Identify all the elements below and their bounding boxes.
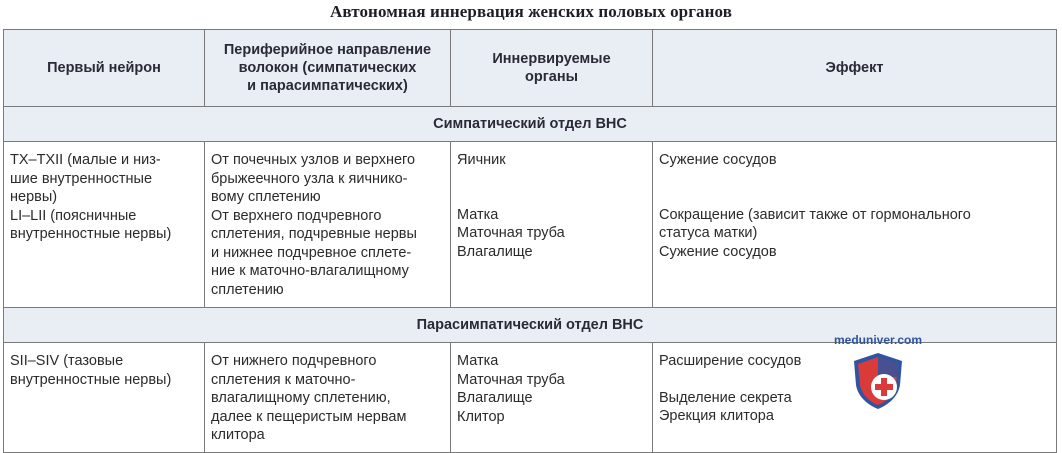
- cell-line: статуса матки): [659, 225, 758, 241]
- header-organs: [451, 30, 653, 107]
- cell-line: Расширение сосудов: [659, 353, 802, 369]
- cell-line: Клитор: [457, 408, 505, 425]
- cell-line: TX–TXII (малые и низ-: [10, 152, 161, 168]
- cell-line: далее к пещеристым нервам: [211, 408, 407, 425]
- cell-first-neuron: [4, 343, 205, 453]
- cell-organs: [451, 343, 653, 453]
- cell-line: Маточная труба: [457, 225, 565, 241]
- header-fiber-direction: [205, 30, 451, 107]
- header-line: органы: [525, 69, 578, 85]
- cell-line: Яичник: [457, 152, 506, 168]
- cell-organs: [451, 142, 653, 308]
- header-line: и парасимпатических): [247, 78, 408, 94]
- cell-line: Влагалище: [457, 243, 533, 260]
- cell-line: Сужение сосудов: [659, 243, 777, 260]
- cell-line: От нижнего подчревного: [211, 353, 377, 369]
- cell-line: сплетения к маточно-: [211, 371, 356, 388]
- cell-line: Маточная труба: [457, 371, 565, 388]
- header-effect: Эффект: [653, 30, 1057, 107]
- cell-line: внутренностные нервы): [10, 226, 172, 242]
- header-line: волокон (симпатических: [238, 60, 417, 76]
- page-title: Автономная иннервация женских половых органов: [330, 2, 732, 21]
- cell-effect: [653, 142, 1057, 308]
- cell-line: LI–LII (поясничные: [10, 207, 137, 224]
- section-parasympathetic: Парасимпатический отдел ВНС: [4, 308, 1057, 343]
- cell-line: Выделение секрета: [659, 389, 792, 406]
- header-first-neuron: Первый нейрон: [4, 30, 205, 107]
- cell-line: Эрекция клитора: [659, 408, 774, 424]
- cell-line: SII–SIV (тазовые: [10, 353, 124, 369]
- cell-fiber-direction: [205, 142, 451, 308]
- cell-line: нервы): [10, 189, 58, 205]
- cell-line: вому сплетению: [211, 189, 321, 205]
- cell-fiber-direction: [205, 343, 451, 453]
- watermark-text: meduniver.com: [833, 333, 923, 347]
- cell-line: Матка: [457, 353, 499, 369]
- cell-line: Влагалище: [457, 390, 533, 406]
- shield-cross-icon: [850, 351, 906, 411]
- table-row: [4, 142, 1057, 308]
- cell-line: От верхнего подчревного: [211, 207, 382, 224]
- header-row: [4, 30, 1057, 107]
- cell-line: внутренностные нервы): [10, 371, 172, 388]
- cell-line: ние к маточно-влагалищному: [211, 263, 409, 279]
- cell-line: брыжеечного узла к яичнико-: [211, 170, 408, 187]
- section-row: [4, 107, 1057, 142]
- header-line: Иннервируемые: [492, 51, 611, 67]
- cell-line: и нижнее подчревное сплете-: [211, 244, 412, 261]
- cell-line: Сужение сосудов: [659, 152, 777, 168]
- cell-line: клитора: [211, 427, 265, 443]
- cell-line: шие внутренностные: [10, 170, 153, 187]
- watermark-logo: [828, 333, 928, 413]
- cell-line: От почечных узлов и верхнего: [211, 152, 416, 168]
- cell-line: сплетения, подчревные нервы: [211, 226, 417, 242]
- cell-first-neuron: [4, 142, 205, 308]
- cell-line: сплетению: [211, 281, 284, 298]
- header-line: Периферийное направление: [223, 42, 432, 58]
- cell-line: Матка: [457, 206, 499, 223]
- cell-line: Сокращение (зависит также от гормонального: [659, 206, 971, 223]
- section-sympathetic: Симпатический отдел ВНС: [4, 107, 1057, 142]
- cell-line: влагалищному сплетению,: [211, 390, 391, 406]
